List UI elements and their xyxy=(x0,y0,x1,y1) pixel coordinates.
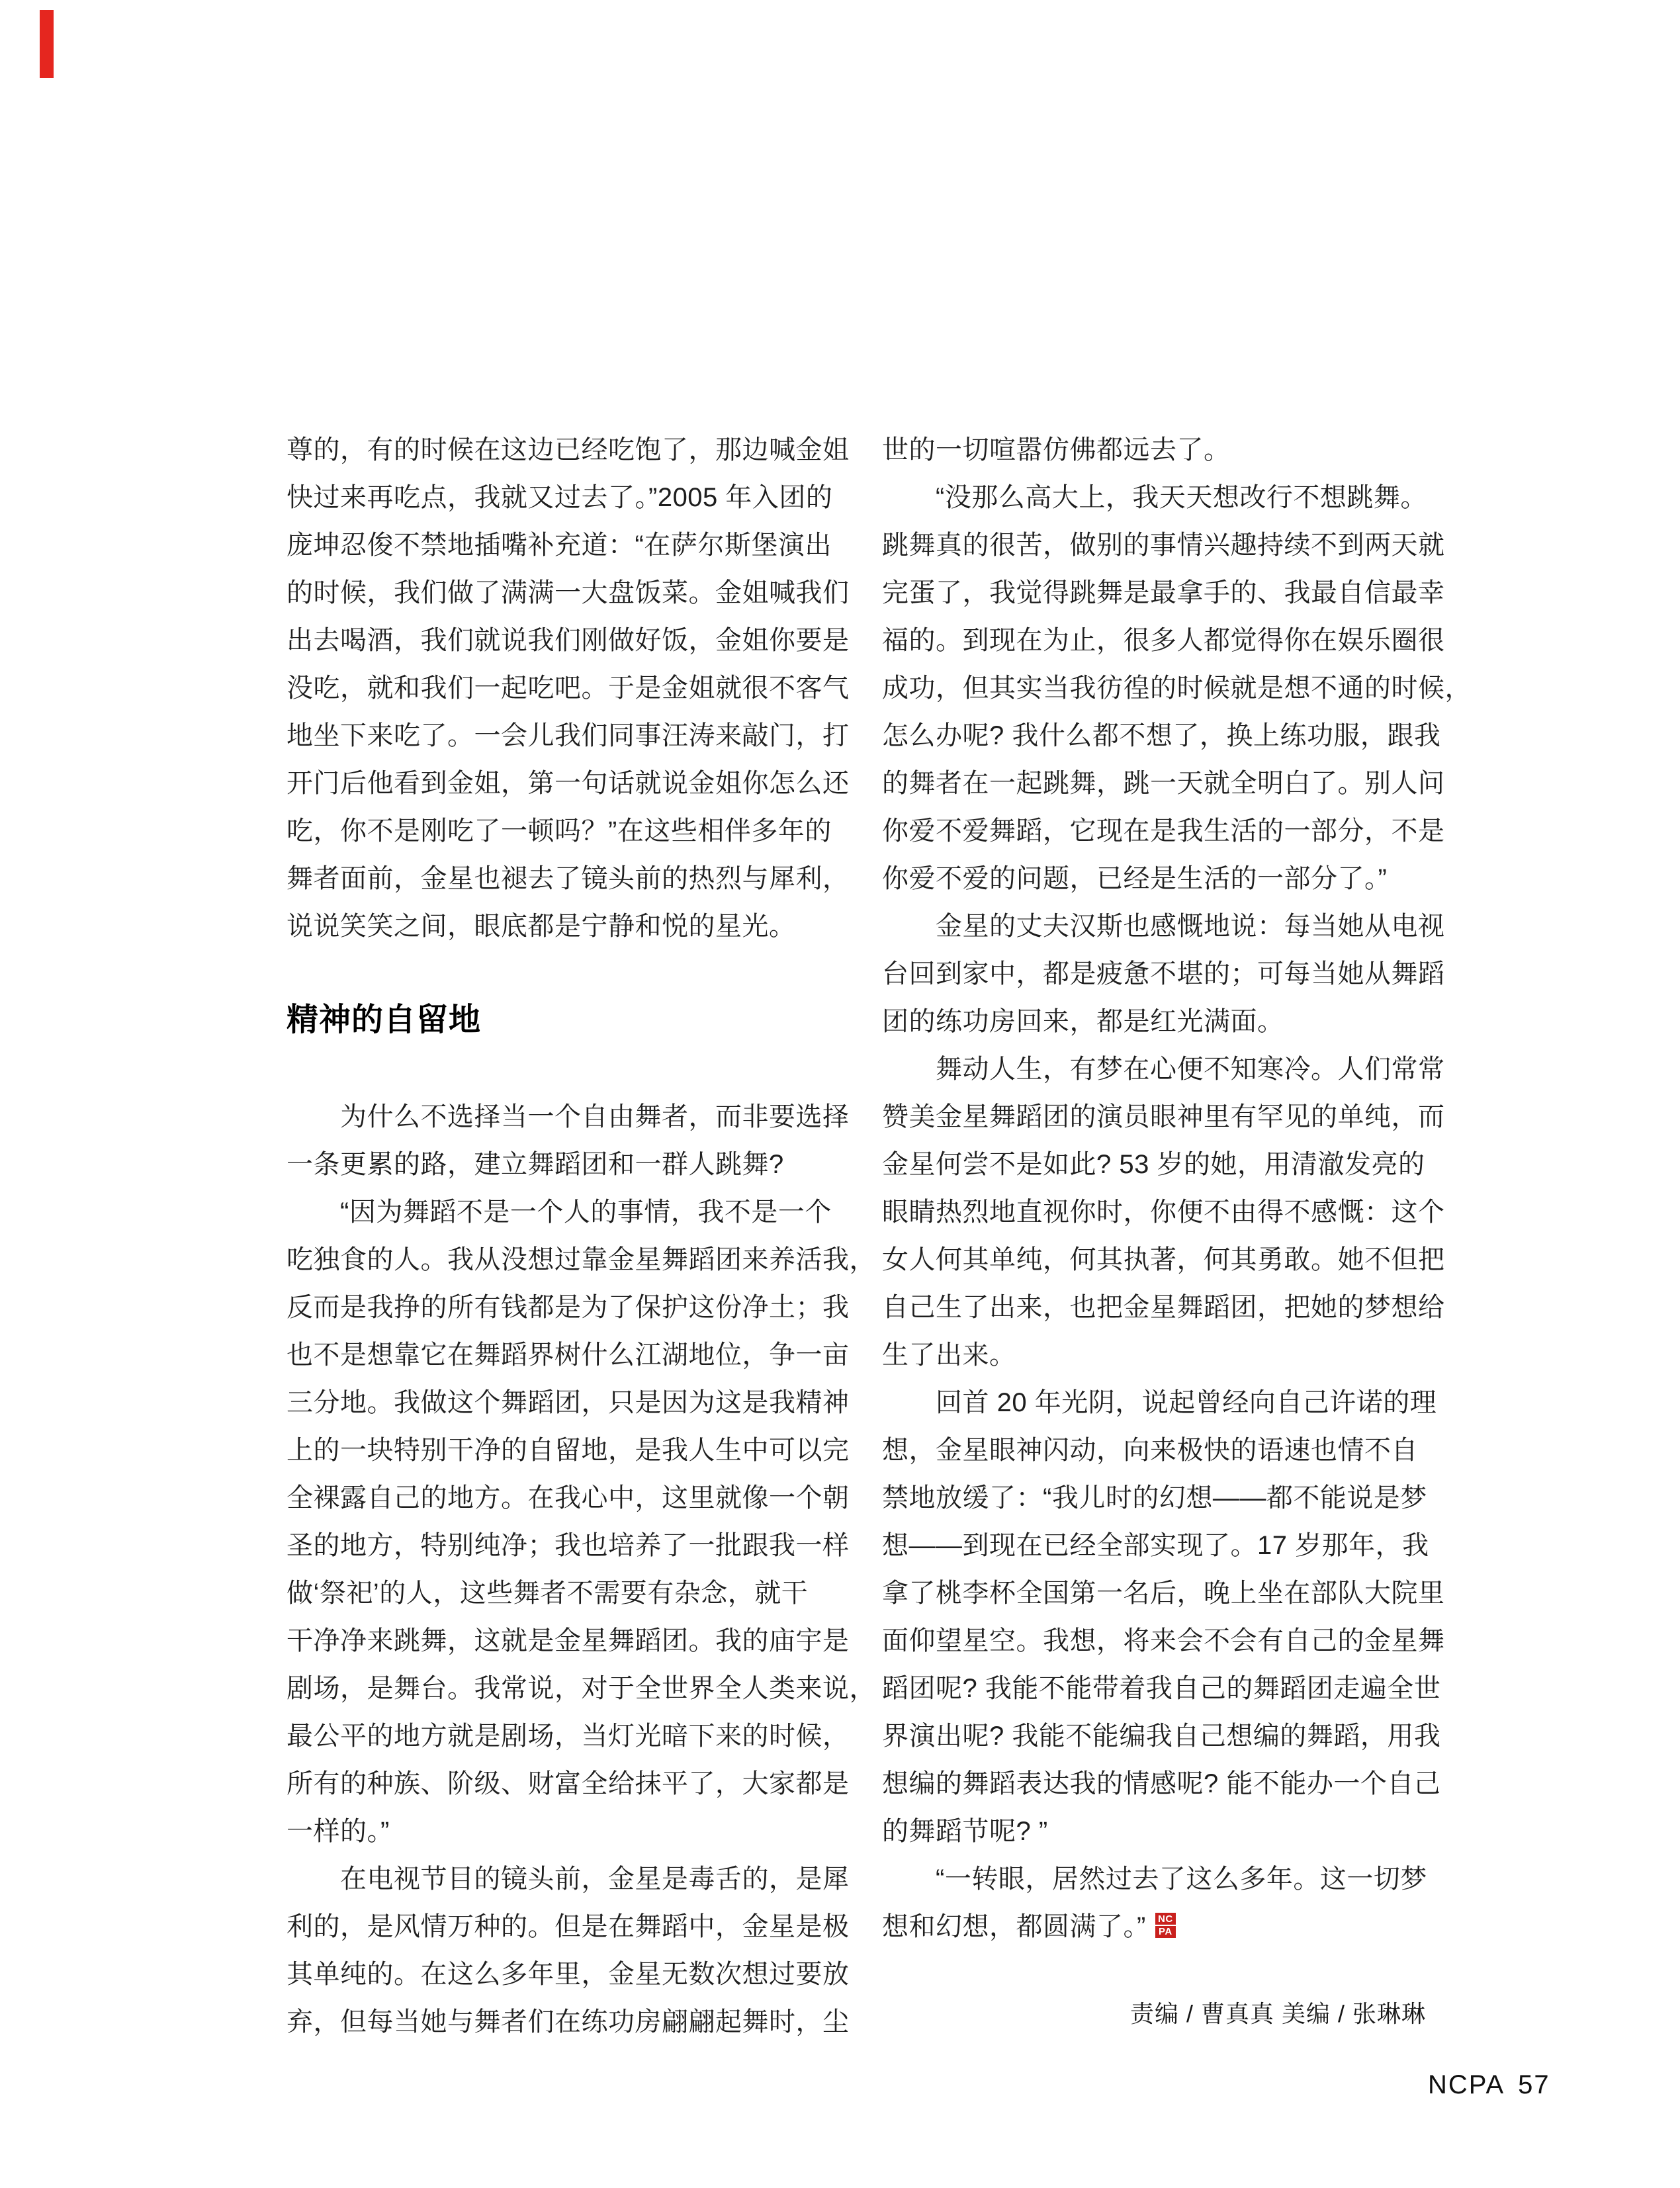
text-line: 福的。到现在为止，很多人都觉得你在娱乐圈很 xyxy=(882,626,1445,655)
text-line: 眼睛热烈地直视你时，你便不由得不感慨：这个 xyxy=(882,1198,1445,1227)
text-line: 一样的。” xyxy=(287,1817,390,1846)
text-line: 女人何其单纯，何其执著，何其勇敢。她不但把 xyxy=(882,1245,1445,1274)
text-line xyxy=(882,1903,1426,1950)
text-line: 完蛋了，我觉得跳舞是最拿手的、我最自信最幸 xyxy=(882,578,1445,607)
end-mark-top-text: NC xyxy=(1155,1914,1176,1926)
text-line: 生了出来。 xyxy=(882,1340,1016,1370)
text-line: 利的，是风情万种的。但是在舞蹈中，金星是极 xyxy=(287,1912,850,1941)
text-line: 团的练功房回来，都是红光满面。 xyxy=(882,1007,1284,1036)
paragraph-block xyxy=(882,426,1472,1903)
text-line: 没吃，就和我们一起吃吧。于是金姐就很不客气 xyxy=(287,674,850,703)
section-heading: 精神的自留地 xyxy=(287,1002,482,1037)
text-line: 全裸露自己的地方。在我心中，这里就像一个朝 xyxy=(287,1483,850,1512)
paragraph-block xyxy=(287,426,850,950)
text-line: 的舞者在一起跳舞，跳一天就全明白了。别人问 xyxy=(882,769,1445,798)
text-line: 你爱不爱的问题，已经是生活的一部分了。” xyxy=(882,864,1388,893)
text-line: 所有的种族、阶级、财富全给抹平了，大家都是 xyxy=(287,1769,850,1798)
text-line: 出去喝酒，我们就说我们刚做好饭，金姐你要是 xyxy=(287,626,850,655)
end-mark-bottom-text: PA xyxy=(1158,1926,1172,1937)
text-line: 说说笑笑之间，眼底都是宁静和悦的星光。 xyxy=(287,912,796,941)
text-line: 面仰望星空。我想，将来会不会有自己的金星舞 xyxy=(882,1626,1445,1655)
text-line: 想——到现在已经全部实现了。17 岁那年，我 xyxy=(882,1531,1429,1560)
text-line: 世的一切喧嚣仿佛都远去了。 xyxy=(882,435,1231,464)
text-line: 自己生了出来，也把金星舞蹈团，把她的梦想给 xyxy=(882,1293,1445,1322)
text-line: 想编的舞蹈表达我的情感呢? 能不能办一个自己 xyxy=(882,1769,1441,1798)
text-line: 成功，但其实当我彷徨的时候就是想不通的时候， xyxy=(882,674,1472,703)
text-line: “没那么高大上，我天天想改行不想跳舞。 xyxy=(882,483,1427,512)
text-line: 也不是想靠它在舞蹈界树什么江湖地位，争一亩 xyxy=(287,1340,850,1370)
text-line: 吃独食的人。我从没想过靠金星舞蹈团来养活我， xyxy=(287,1245,876,1274)
text-line: 蹈团呢? 我能不能带着我自己的舞蹈团走遍全世 xyxy=(882,1674,1441,1703)
text-line: 舞动人生，有梦在心便不知寒冷。人们常常 xyxy=(882,1055,1445,1084)
text-line: 回首 20 年光阴，说起曾经向自己许诺的理 xyxy=(882,1388,1437,1417)
text-line: 界演出呢? 我能不能编我自己想编的舞蹈，用我 xyxy=(882,1722,1441,1751)
text-line: 的时候，我们做了满满一大盘饭菜。金姐喊我们 xyxy=(287,578,850,607)
text-line: 的舞蹈节呢? ” xyxy=(882,1817,1048,1846)
text-line: 三分地。我做这个舞蹈团，只是因为这是我精神 xyxy=(287,1388,850,1417)
top-left-red-mark xyxy=(40,10,54,78)
text-line: “因为舞蹈不是一个人的事情，我不是一个 xyxy=(287,1198,832,1227)
text-line: 为什么不选择当一个自由舞者，而非要选择 xyxy=(287,1102,850,1131)
text-line: 干净净来跳舞，这就是金星舞蹈团。我的庙宇是 xyxy=(287,1626,850,1655)
text-line: 跳舞真的很苦，做别的事情兴趣持续不到两天就 xyxy=(882,531,1445,560)
right-column xyxy=(882,426,1472,2029)
text-line: 金星的丈夫汉斯也感慨地说：每当她从电视 xyxy=(882,912,1445,941)
credits: 责编 / 曹真真 美编 / 张琳琳 xyxy=(1129,2000,1426,2027)
text-line: “一转眼，居然过去了这么多年。这一切梦 xyxy=(882,1864,1427,1894)
text-line: 弃，但每当她与舞者们在练功房翩翩起舞时，尘 xyxy=(287,2007,850,2036)
text-line: 吃，你不是刚吃了一顿吗？”在这些相伴多年的 xyxy=(287,816,832,846)
text-line: 快过来再吃点，我就又过去了。”2005 年入团的 xyxy=(287,483,833,512)
text-line: 剧场，是舞台。我常说，对于全世界全人类来说， xyxy=(287,1674,876,1703)
text-line: 想，金星眼神闪动，向来极快的语速也情不自 xyxy=(882,1436,1418,1465)
text-line: 地坐下来吃了。一会儿我们同事汪涛来敲门，打 xyxy=(287,721,850,750)
text-line: 反而是我挣的所有钱都是为了保护这份净土；我 xyxy=(287,1293,850,1322)
text-line: 在电视节目的镜头前，金星是毒舌的，是犀 xyxy=(287,1864,850,1894)
paragraph-block xyxy=(287,1093,876,2046)
text-line: 你爱不爱舞蹈，它现在是我生活的一部分，不是 xyxy=(882,816,1445,846)
text-line: 台回到家中，都是疲惫不堪的；可每当她从舞蹈 xyxy=(882,959,1445,988)
left-column xyxy=(287,426,876,2046)
text-line: 其单纯的。在这么多年里，金星无数次想过要放 xyxy=(287,1960,850,1989)
text-line: 圣的地方，特别纯净；我也培养了一批跟我一样 xyxy=(287,1531,850,1560)
ncpa-end-mark-icon xyxy=(1155,1913,1176,1938)
text-line: 禁地放缓了：“我儿时的幻想——都不能说是梦 xyxy=(882,1483,1427,1512)
text-line: 一条更累的路，建立舞蹈团和一群人跳舞? xyxy=(287,1150,784,1179)
text-line: 上的一块特别干净的自留地，是我人生中可以完 xyxy=(287,1436,850,1465)
text-line: 金星何尝不是如此? 53 岁的她，用清澈发亮的 xyxy=(882,1150,1425,1179)
page-footer xyxy=(1428,2070,1550,2100)
text-line: 开门后他看到金姐，第一句话就说金姐你怎么还 xyxy=(287,769,850,798)
text-line: 怎么办呢? 我什么都不想了，换上练功服，跟我 xyxy=(882,721,1441,750)
text-line: 赞美金星舞蹈团的演员眼神里有罕见的单纯，而 xyxy=(882,1102,1445,1131)
text-line: 尊的，有的时候在这边已经吃饱了，那边喊金姐 xyxy=(287,435,850,464)
footer-brand: NCPA xyxy=(1428,2070,1505,2099)
text-line: 拿了桃李杯全国第一名后，晚上坐在部队大院里 xyxy=(882,1579,1445,1608)
text-line: 最公平的地方就是剧场，当灯光暗下来的时候， xyxy=(287,1722,850,1751)
footer-page-number: 57 xyxy=(1518,2070,1550,2099)
last-line-text: 想和幻想，都圆满了。” xyxy=(882,1912,1146,1941)
text-line: 做‘祭祀’的人，这些舞者不需要有杂念，就干 xyxy=(287,1579,809,1608)
text-line: 庞坤忍俊不禁地插嘴补充道：“在萨尔斯堡演出 xyxy=(287,531,832,560)
text-line: 舞者面前，金星也褪去了镜头前的热烈与犀利， xyxy=(287,864,850,893)
